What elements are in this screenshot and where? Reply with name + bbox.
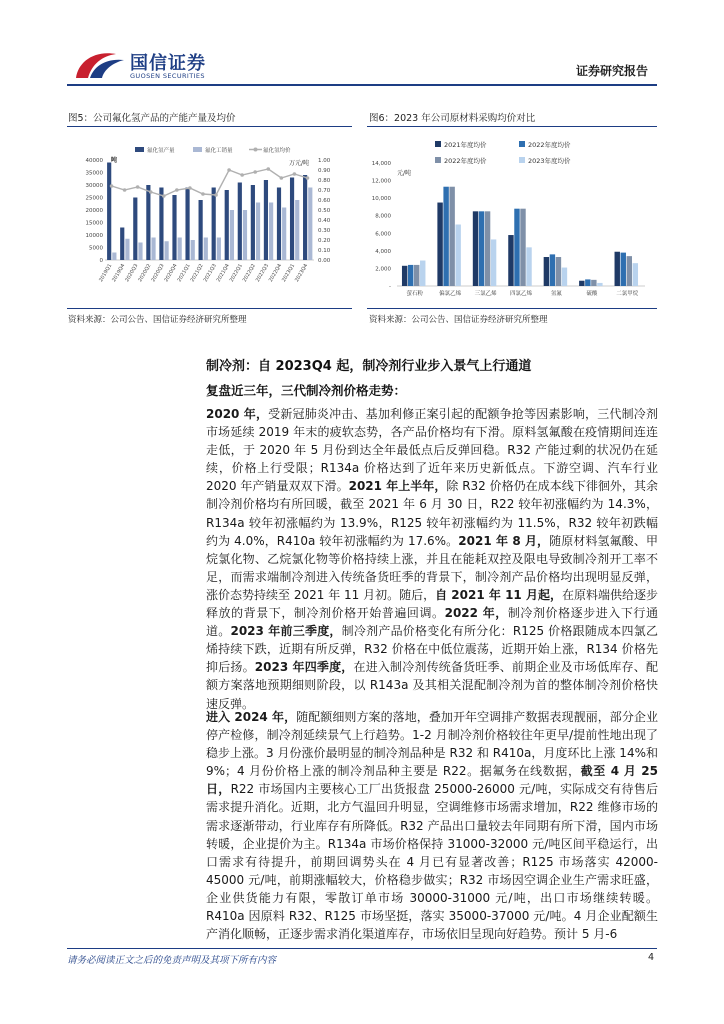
para2-text-2024: 随配额细则方案的落地，叠加开年空调排产数据表现靓丽，部分企业停产检修，制冷剂延续景气上行趋势。1-2 月制冷剂价格较往年更早/提前性地出现了稳步上涨。3 月份涨价最明显的制冷剂品种是 R32 和 R410a，月度环比上涨 14%和 9%；4 月份价格上涨的制冷剂品种主要是 R22。据氟务在线数据， (206, 710, 658, 779)
fig6-bar-3 (562, 268, 567, 286)
fig5-left-tick: 30000 (85, 183, 103, 189)
fig6-bar-3 (491, 239, 496, 286)
fig5-price-point (201, 192, 205, 196)
fig6-y-tick: 6,000 (375, 231, 391, 238)
fig6-bar-1 (408, 265, 413, 286)
fig5-x-tick: 2022Q1 (228, 263, 244, 284)
fig6-bar-0 (508, 235, 513, 286)
fig5-price-point (123, 188, 127, 192)
fig5-price-point (136, 185, 140, 189)
footer-divider (67, 948, 657, 949)
fig5-x-tick: 2023Q4 (294, 263, 310, 284)
fig5-x-tick: 2021Q4 (215, 263, 231, 284)
figure5-chart (67, 128, 352, 306)
fig5-bar-production (133, 198, 137, 261)
fig5-bar-sales (151, 238, 155, 261)
fig5-price-point (188, 186, 192, 190)
fig5-x-tick: 2019Q1 (98, 263, 114, 284)
fig5-right-tick: 0.70 (318, 188, 331, 194)
para2-lead-apr25: 截至 4 月 25 日， (206, 764, 658, 797)
fig5-legend-label: 氟化工销量 (205, 148, 233, 154)
fig5-left-tick: 35000 (85, 170, 103, 177)
fig5-bar-sales (112, 253, 116, 261)
fig6-bar-2 (414, 265, 419, 286)
fig5-left-tick: 15000 (85, 220, 103, 227)
page-number: 4 (648, 952, 655, 963)
fig5-right-tick: 0.80 (318, 178, 331, 184)
fig5-right-tick: 0.60 (318, 198, 331, 204)
fig5-bar-sales (204, 238, 208, 261)
fig5-price-point (110, 184, 114, 188)
figure6-title-rule (367, 126, 657, 127)
fig5-price-point (253, 170, 257, 174)
fig5-left-tick: 25000 (85, 195, 103, 202)
fig6-legend-swatch-3 (519, 157, 525, 163)
fig6-bar-1 (585, 279, 590, 286)
fig5-bar-sales (165, 241, 169, 260)
fig5-legend-label: 氟化氢均价 (263, 148, 291, 154)
fig6-bar-2 (627, 256, 632, 286)
figure5-title: 图5：公司氟化氢产品的产能产量及均价 (68, 113, 236, 124)
fig6-legend-swatch-2 (435, 157, 441, 163)
fig5-bar-sales (191, 240, 195, 260)
fig6-bar-3 (597, 283, 602, 286)
fig6-x-tick: 硫酸 (586, 291, 598, 297)
fig6-y-tick: 14,000 (371, 161, 391, 167)
paragraph-2024 (206, 708, 658, 943)
fig6-legend-label: 2022年度均价 (444, 157, 487, 165)
fig5-right-tick: 0.40 (318, 218, 331, 224)
fig5-bar-production (159, 188, 163, 261)
para1-lead-2023q1q3: 2023 年前三季度， (230, 624, 342, 639)
fig6-legend-swatch-1 (519, 141, 525, 147)
fig5-bar-production (199, 200, 203, 260)
fig5-x-tick: 2020Q3 (124, 263, 140, 284)
fig5-right-tick: 1.00 (318, 158, 331, 164)
figure5-source-rule (67, 308, 352, 309)
fig5-bar-production (277, 188, 281, 261)
fig5-right-unit: 万元/吨 (289, 160, 310, 167)
fig5-bar-production (251, 185, 255, 260)
fig5-price-point (293, 172, 297, 176)
fig5-bar-production (238, 183, 242, 261)
fig6-y-tick: - (389, 284, 391, 290)
fig6-y-tick: 2,000 (375, 266, 391, 273)
fig6-y-tick: 12,000 (371, 178, 391, 185)
fig5-bar-production (290, 178, 294, 261)
fig6-legend-swatch-0 (435, 141, 441, 147)
fig6-bar-0 (437, 203, 442, 286)
fig5-x-tick: 2020Q3 (150, 263, 166, 284)
fig6-bar-3 (420, 261, 425, 286)
fig6-bar-0 (473, 211, 478, 286)
fig6-bar-1 (550, 254, 555, 286)
para1-text-2021aug: 随原材料氢氟酸、甲烷氯化物、乙烷氯化物等价格持续上涨，并且在能耗双控及限电导致制冷剂开工率不足，而需求端制冷剂进入传统备货旺季的背景下，制冷剂产品价格均出现明显反弹，涨价态势持续至 2021 年 11 月初。随后， (206, 533, 658, 602)
fig6-bar-3 (526, 247, 531, 286)
fig6-x-tick: 偏氯乙烯 (439, 291, 462, 297)
figure6-title: 图6：2023 年公司原材料采购均价对比 (369, 113, 536, 124)
para1-text-2023q1q3: 制冷剂产品价格变化有所分化：R125 价格跟随成本四氯乙烯持续下跌，近期有所反弹，R32 价格在中低位震荡，近期开始上涨，R134 价格先抑后扬。 (206, 624, 658, 675)
fig5-legend-swatch-1 (193, 147, 202, 152)
fig6-legend-label: 2021年度均价 (444, 141, 487, 149)
fig5-price-point (149, 190, 153, 194)
fig6-y-unit: 元/吨 (397, 170, 412, 177)
fig6-x-tick: 四氯乙烯 (509, 291, 533, 297)
fig6-y-tick: 4,000 (375, 248, 391, 255)
guosen-logo-icon (72, 48, 128, 82)
fig5-price-point (175, 188, 179, 192)
fig5-bar-production (225, 190, 229, 260)
fig5-bar-sales (243, 210, 247, 260)
para1-lead-2021aug: 2021 年 8 月， (458, 533, 550, 548)
fig5-price-point (280, 176, 284, 180)
fig6-bar-1 (621, 253, 626, 286)
fig5-right-tick: 0.90 (318, 168, 331, 174)
fig5-bar-production (107, 163, 111, 261)
fig5-bar-production (120, 228, 124, 261)
fig5-bar-production (185, 188, 189, 261)
fig5-bar-sales (308, 188, 312, 261)
fig6-legend-label: 2023年度均价 (528, 157, 571, 165)
para2-text-apr25: R22 市场国内主要核心工厂出货报盘 25000-26000 元/吨，实际成交有待售后需求提升消化。近期，北方气温回升明显，空调维修市场需求增加，R22 维修市场的需求逐渐带动，行业库存有所降低。R32 产品出口量较去年同期有所下滑，国内市场转暖，企业提价为主。R134a 市场价格保持 31000-32000 元/吨区间平稳运行，出口需求有待提升，前期回调势头在 4 月已有显著改善；R125 市场落实 42000-45000 元/吨，前期涨幅较大，价格稳步做实；R32 市场因空调企业生产需求旺盛，企业供货能力有限，零散订单市场 30000-31000 元/吨，出口市场继续转暖。R410a 因原料 R32、R125 市场坚挺，落实 35000-37000 元/吨。4 月企业配额生产消化顺畅，正逐步需求消化渠道库存，市场依旧呈现向好趋势。预计 5 月-6 (206, 782, 658, 942)
fig5-x-tick: 2019Q4 (111, 263, 127, 284)
fig5-left-tick: 0 (99, 258, 103, 264)
fig5-price-point (266, 167, 270, 171)
fig5-price-point (240, 173, 244, 177)
fig6-x-tick: 三氯乙烯 (474, 291, 497, 297)
fig6-bar-2 (449, 187, 454, 286)
fig5-price-point (306, 176, 310, 180)
fig6-y-tick: 10,000 (371, 196, 391, 203)
fig5-bar-production (303, 175, 307, 260)
fig6-bar-3 (633, 263, 638, 286)
para1-text-2021h1: 除 R32 价格仍在成本线下徘徊外，其余制冷剂价格均有所回暖，截至 2021 年 6 月 30 日，R22 较年初涨幅约为 14.3%，R134a 较年初涨幅约为 13.9%，R125 较年初涨幅约为 11.5%，R32 较年初跌幅约为 4.0%，R410a 较年初涨幅约为 17.6%。 (206, 479, 658, 548)
fig6-bar-1 (514, 209, 519, 286)
fig5-right-tick: 0.30 (318, 228, 331, 234)
fig5-bar-sales (217, 238, 221, 261)
fig5-left-tick: 10000 (85, 233, 103, 239)
footer-disclaimer: 请务必阅读正文之后的免责声明及其项下所有内容 (67, 955, 277, 966)
para1-lead-2021nov: 自 2021 年 11 月起， (435, 587, 562, 602)
fig6-bar-0 (579, 281, 584, 286)
para1-text-2022: 制冷剂价格逐步进入下行通道。 (206, 606, 658, 639)
fig6-bar-0 (544, 257, 549, 286)
fig5-bar-production (212, 188, 216, 261)
para1-lead-2021h1: 2021 年上半年， (348, 479, 447, 494)
fig6-y-tick: 8,000 (375, 213, 391, 220)
fig5-bar-production (264, 180, 268, 260)
fig5-right-tick: 0.10 (318, 248, 331, 254)
section-title: 制冷剂：自 2023Q4 起，制冷剂行业步入景气上行通道 (206, 359, 532, 374)
fig6-legend-label: 2022年度均价 (528, 141, 571, 149)
figure6-chart (367, 128, 657, 306)
fig6-bar-1 (479, 211, 484, 286)
fig5-right-tick: 0.20 (318, 238, 331, 244)
fig6-bar-1 (443, 187, 448, 286)
fig6-bar-2 (591, 280, 596, 286)
fig5-bar-sales (138, 243, 142, 261)
fig5-right-tick: 0.00 (318, 258, 331, 264)
fig5-x-tick: 2022Q4 (267, 263, 284, 284)
fig5-bar-sales (256, 203, 260, 261)
paragraph-2020-2023 (206, 405, 658, 713)
fig5-right-tick: 0.50 (318, 208, 331, 214)
figure6-source: 资料来源：公司公告、国信证券经济研究所整理 (369, 315, 548, 325)
fig5-left-tick: 5000 (89, 245, 103, 252)
fig5-x-tick: 2021Q3 (202, 263, 218, 284)
fig5-left-tick: 40000 (85, 158, 103, 164)
fig5-bar-sales (282, 208, 286, 261)
para1-text-2020: 受新冠肺炎冲击、基加利修正案引起的配额争抢等因素影响，三代制冷剂市场延续 2019 年末的疲软态势，各产品价格均有下滑。原料氢氟酸在疫情期间连连走低，于 2020 年 5 月份到达全年最低点后反弹回稳。R32 产能过剩的状况仍在延续，价格上行受限；R134a 价格达到了近年来历史新低点。下游空调、汽车行业 2020 年产销量双双下滑。 (206, 407, 659, 494)
figure6-source-rule (367, 308, 657, 309)
fig6-x-tick: 氢氟 (550, 291, 562, 297)
para1-lead-2023q4: 2023 年四季度， (254, 660, 354, 675)
fig5-price-point (162, 194, 166, 198)
fig5-legend-swatch-0 (135, 147, 144, 152)
fig5-bar-production (146, 185, 150, 260)
fig6-bar-2 (520, 209, 525, 286)
fig5-bar-sales (230, 210, 234, 260)
fig6-bar-3 (455, 225, 460, 287)
fig5-left-unit: 吨 (111, 157, 118, 164)
fig5-x-tick: 2022Q3 (254, 263, 271, 284)
fig5-x-tick: 2021Q1 (176, 263, 192, 284)
logo-name-en: GUOSEN SECURITIES (130, 72, 205, 80)
fig6-bar-2 (485, 211, 490, 286)
figure5-title-rule (67, 126, 352, 127)
fig5-bar-sales (178, 238, 182, 261)
fig5-x-tick: 2021Q2 (189, 263, 205, 284)
fig5-x-tick: 2022Q2 (241, 263, 257, 284)
para1-lead-2020: 2020 年， (206, 407, 269, 421)
fig6-x-tick: 萤石粉 (406, 291, 423, 297)
fig5-legend-label: 氟化氢产量 (147, 148, 175, 154)
header-divider (67, 84, 657, 86)
fig5-price-point (227, 168, 231, 172)
fig5-price-point (214, 193, 218, 197)
fig5-x-tick: 2020Q4 (163, 263, 179, 284)
fig5-left-tick: 20000 (85, 208, 103, 214)
para1-text-2021nov: 在原料端供给逐步释放的背景下，制冷剂价格开始普遍回调。 (206, 587, 658, 621)
fig5-x-tick: 2020Q2 (137, 263, 153, 284)
para1-text-2023q4: 在进入制冷剂传统备货旺季、前期企业及市场低库存、配额方案落地预期细则阶段，以 R143a 及其相关混配制冷剂为首的整体制冷剂价格快速反弹。 (206, 660, 658, 711)
para2-lead-2024: 进入 2024 年， (206, 710, 297, 724)
section-subtitle: 复盘近三年，三代制冷剂价格走势： (206, 383, 407, 398)
fig6-bar-2 (556, 257, 561, 286)
fig5-bar-sales (269, 203, 273, 261)
fig6-bar-0 (402, 266, 407, 286)
fig5-bar-production (172, 195, 176, 260)
fig5-bar-sales (125, 239, 129, 260)
fig5-legend-marker (254, 148, 258, 152)
logo-name-cn: 国信证券 (130, 53, 206, 74)
report-type: 证券研究报告 (576, 64, 649, 78)
figure5-source: 资料来源：公司公告、国信证券经济研究所整理 (68, 315, 247, 325)
para1-lead-2022: 2022 年， (444, 606, 508, 621)
header (0, 0, 724, 90)
fig5-x-tick: 2023Q1 (281, 263, 297, 284)
fig6-bar-0 (615, 252, 620, 286)
fig5-bar-sales (295, 200, 299, 260)
fig6-x-tick: 二氯甲烷 (616, 291, 639, 297)
